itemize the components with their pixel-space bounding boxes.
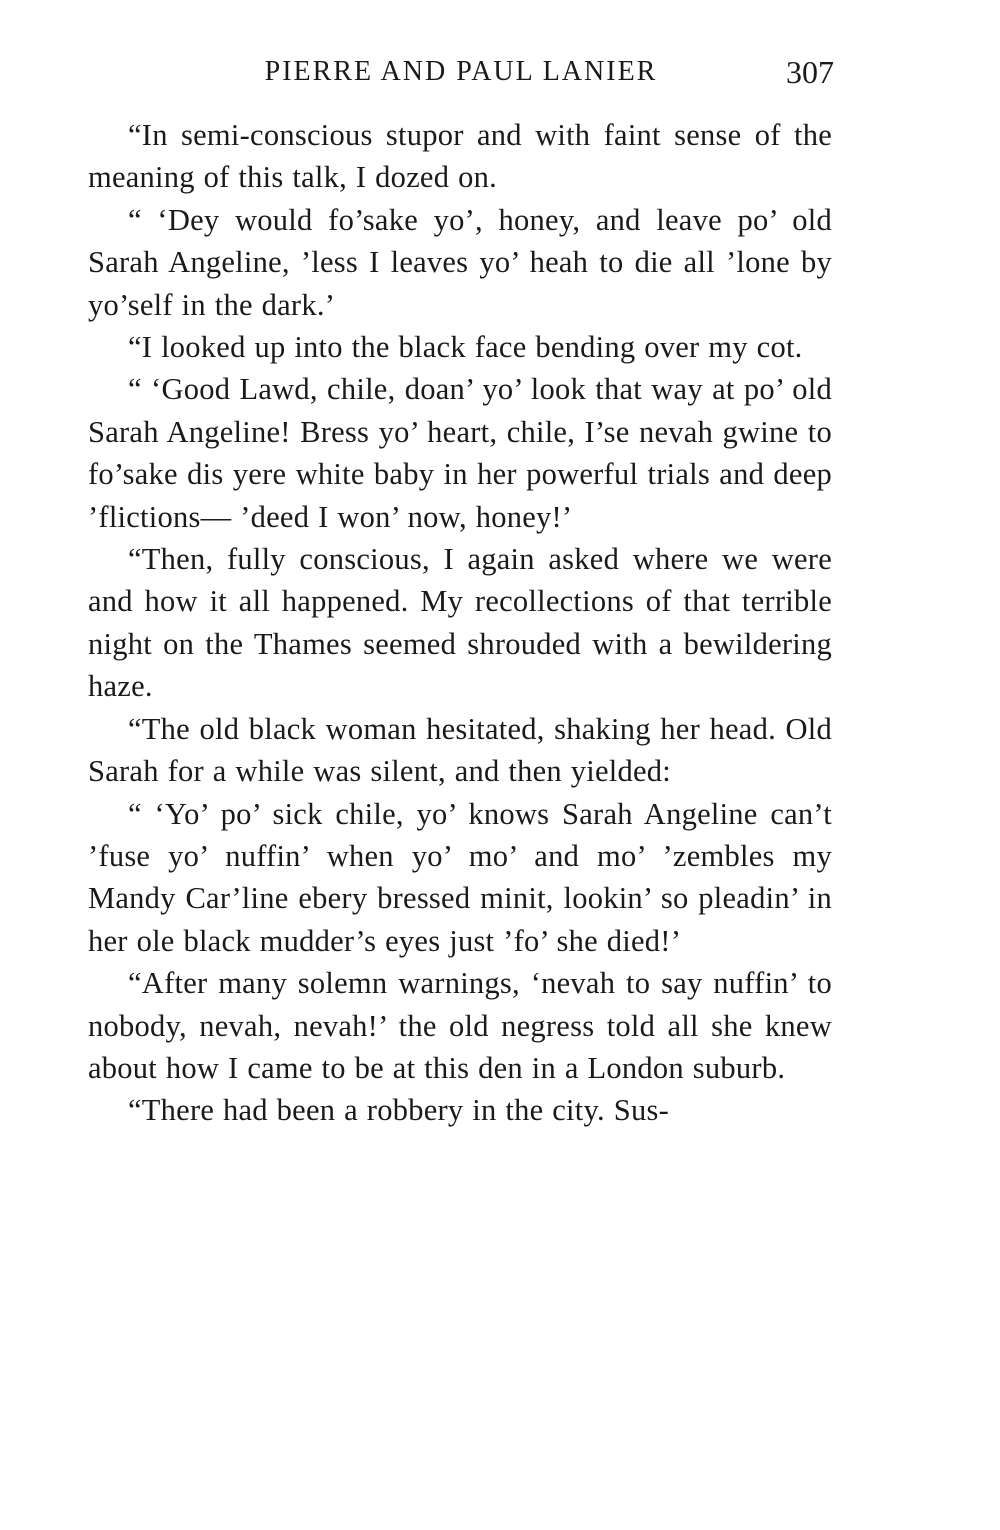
body-text [88,114,832,1132]
paragraph: “Then, fully conscious, I again asked where we were and how it all happened. My recollections of that terrible night on the Thames seemed shrouded with a bewildering haze. [88,542,832,704]
paragraph: “In semi-conscious stupor and with faint sense of the meaning of this talk, I dozed on. [88,118,832,195]
paragraph: “ ‘Good Lawd, chile, doan’ yo’ look that way at po’ old Sarah Angeline! Bress yo’ heart, chile, I’se nevah gwine to fo’sake dis yere white baby in her powerful trials and deep ’flictions— ’deed I won’ now, honey!’ [88,372,832,534]
paragraph: “ ‘Yo’ po’ sick chile, yo’ knows Sarah Angeline can’t ’fuse yo’ nuffin’ when yo’ mo’ and mo’ ’zembles my Mandy Car’line ebery bressed minit, lookin’ so pleadin’ in her ole black mudder’s eyes just ’fo’ she died!’ [88,796,832,958]
running-title: PIERRE AND PAUL LANIER [264,56,658,87]
paragraph: “ ‘Dey would fo’sake yo’, honey, and leave po’ old Sarah Angeline, ’less I leaves yo’ heah to die all ’lone by yo’self in the dark.’ [88,202,832,322]
paragraph: “I looked up into the black face bending over my cot. [128,330,803,365]
paragraph: “After many solemn warnings, ‘nevah to say nuffin’ to nobody, nevah, nevah!’ the old negress told all she knew about how I came to be at this den in a London suburb. [88,966,832,1085]
paragraph: “The old black woman hesitated, shaking her head. Old Sarah for a while was silent, and then yielded: [88,711,832,789]
running-head [88,52,834,92]
page-number: 307 [786,54,834,90]
paragraph: “There had been a robbery in the city. Sus- [128,1093,670,1128]
